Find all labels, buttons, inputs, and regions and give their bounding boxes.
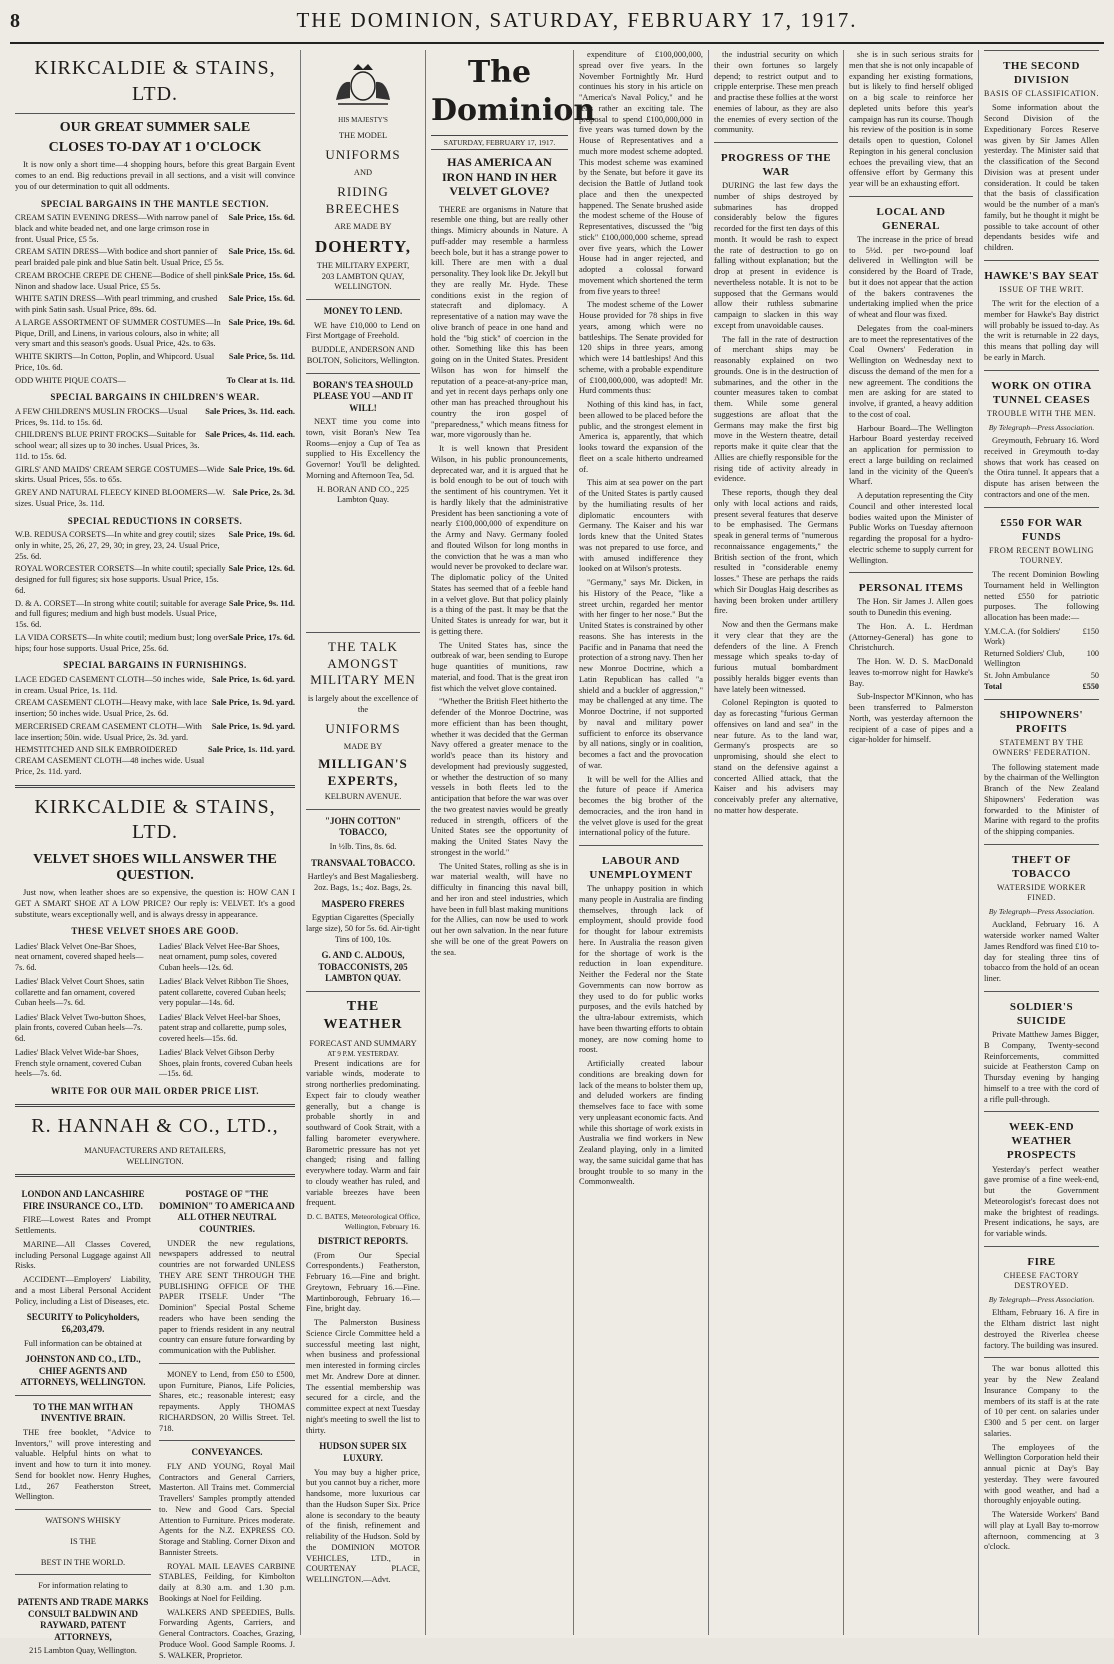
fire-sub: CHEESE FACTORY DESTROYED. [1003, 1270, 1080, 1291]
sale-item [15, 407, 295, 429]
weather-text: Present indications are for variable winds, moderate to strong northerlies predominating. Expect fair to cloudy weather generally, but a change is probable shortly in and southward of Cook Strait, with a falling barometer everywhere. Barometric pressure has not yet changed; rising and falling everywhere today. Warm and fair to cloudy weather has ruled, and variable breezes have been frequent. [306, 1058, 420, 1208]
divider [984, 699, 1099, 700]
funds-amount: £550 [1082, 682, 1099, 692]
sale-item-desc: ODD WHITE PIQUE COATS— [15, 375, 126, 385]
funds-amount: 50 [1090, 670, 1099, 680]
whisky-line-1: WATSON'S WHISKY [45, 1516, 121, 1526]
furnishings-list [15, 675, 295, 778]
milligan-name: MILLIGAN'S EXPERTS, [318, 755, 408, 788]
funds-row [984, 649, 1099, 670]
doherty-name: DOHERTY, [314, 237, 412, 257]
sale-item-desc: CHILDREN'S BLUE PRINT FROCKS—Suitable for school wear; all sizes up to 30 inches. Usual Prices, 3s. 11d. to 15s. 6d. [15, 430, 200, 461]
tobacco-theft-text: Auckland, February 16. A waterside worker named Walter James Rendford was fined £10 to-day for stealing three tins of tobacco from the hold of an ocean liner. [984, 920, 1099, 984]
otira-byline: By Telegraph—Press Association. [988, 423, 1095, 433]
small-ads-split [15, 1184, 295, 1664]
news-paragraph: The employees of the Wellington Corporation held their annual picnic at Day's Bay yesterday. They were favoured with good weather, and had a thoroughly enjoyable outing. [984, 1442, 1099, 1506]
war-paragraph: Colonel Repington is quoted to day as forecasting "furious German offensives on land and sea" in the near future. As to the land war, Germany's prospects are so unpromising, should she elect to stand on the defensive against a concerted Allied attack, that the Kaiser and his advisers may conceivably prefer any alternative, no matter how desperate. [714, 698, 838, 815]
divider [15, 1104, 295, 1107]
sale-item-price: Sale Price, 19s. 6d. [228, 317, 295, 327]
sale-item [15, 430, 295, 462]
sale-item-price: Sale Price, 1s. 11d. yard. [207, 745, 295, 755]
labour-paragraph: The unhappy position in which many people in Australia are finding themselves, through lack of employment, should provide food for thought for labour extremists here. In Australia the reason given for the shortage of work is the reduction in loan expenditure. Neither the Federal nor the State Governments can now borrow as they used to do for public works purposes, and the evils hatched by the ultra-labour extremists, which have been thwarting efforts to obtain money, are now coming home to roost. [579, 884, 703, 1055]
milligan-address: KELBURN AVENUE. [324, 792, 402, 802]
sale-item-desc: WHITE SKIRTS—In Cotton, Poplin, and Whipcord. Usual Price, 10s. 6d. [15, 352, 215, 372]
postage-text: UNDER the new regulations, newspapers addressed to neutral countries are not forwarded UNLESS THEY ARE SENT THROUGH THE PUBLISHING OFFICE OF THE PAPER ITSELF. Under "The Dominion" Special Postal Scheme readers who have been sending the paper to friends resident in any neutral country can ensure future forwarding by communication with the Publisher. [159, 1238, 295, 1355]
war-paragraph: Now and then the Germans make it very clear that they are the defenders of the line. A French message which speaks to-day of furious mutual bombardment possibly heralds bigger events than have lately been witnessed. [714, 620, 838, 694]
sale-item-desc: LACE EDGED CASEMENT CLOTH—50 inches wide, in cream. Usual Price, 1s. 11d. [15, 674, 206, 695]
sale-item [15, 271, 295, 293]
sale-headline-2: CLOSES TO-DAY AT 1 O'CLOCK [48, 140, 262, 156]
tobacco-line-2: Hartley's and Best Magaliesberg. 2oz. Bags, 1s.; 4oz. Bags, 2s. [307, 872, 419, 892]
boran-firm: H. BORAN AND CO., 225 Lambton Quay. [317, 484, 409, 505]
second-division-sub: BASIS OF CLASSIFICATION. [984, 89, 1099, 99]
sale-item [15, 633, 295, 655]
personal-paragraph: The Hon. A. L. Herdman (Attorney-General) has gone to Christchurch. [849, 621, 973, 653]
insurance-marine: MARINE—All Classes Covered, including Personal Luggage against All Risks. [15, 1239, 151, 1271]
war-funds-sub: FROM RECENT BOWLING TOURNEY. [989, 545, 1094, 565]
doherty-made-by: ARE MADE BY [334, 222, 392, 232]
patents-title: PATENTS AND TRADE MARKS CONSULT BALDWIN AND RAYWARD, PATENT ATTORNEYS, [17, 1597, 149, 1642]
weather-signature: D. C. BATES, Meteorological Office, Wellington, February 16. [306, 1212, 420, 1231]
sale-item-price: Sale Price, 5s. 11d. [228, 352, 295, 362]
weather-time: AT 9 P.M. YESTERDAY. [327, 1049, 399, 1058]
fire-heading: FIRE [1027, 1255, 1056, 1268]
hawkes-bay-sub: ISSUE OF THE WRIT. [999, 284, 1084, 294]
sale-item [15, 599, 295, 631]
funds-label: Total [984, 682, 1002, 692]
sale-item [15, 318, 295, 350]
weekend-weather-text: Yesterday's perfect weather gave promise of a fine week-end, but the Government Meteorologist's forecast does not make the brightest of readings. Present indications, he says, are for variable winds. [984, 1164, 1099, 1239]
sale-item-price: Sale Price, 15s. 6d. [228, 247, 295, 257]
divider [306, 299, 420, 300]
shipowners-sub: STATEMENT BY THE OWNERS' FEDERATION. [992, 738, 1091, 758]
column-2-ads [300, 50, 425, 1635]
otira-text: Greymouth, February 16. Word received in Greymouth to-day shows that work has ceased on the Otira tunnel. It appears that a dispute has arisen between the contractors and one of the men. [984, 436, 1099, 499]
sale-item-price: Sale Price, 1s. 9d. yard. [211, 721, 295, 731]
labour-heading: LABOUR AND UNEMPLOYMENT [589, 855, 693, 882]
money-lend-text-2: WE have £10,000 to Lend on First Mortgage of Freehold. [306, 320, 420, 341]
page-number: 8 [10, 10, 20, 32]
hudson-text: You may buy a higher price, but you cannot buy a richer, more handsome, more luxurious car than the Hudson Super Six. Price alone is secondary to the beauty of the finish, refinement and reliability of the Hudson. Sold by the DOMINION MOTOR VEHICLES, LTD., in COURTENAY PLACE, WELLINGTON.—Advt. [306, 1467, 420, 1584]
personal-paragraph: Sub-Inspector M'Kinnon, who has been transferred to Palmerston North, was yesterday afternoon the recipient of a case of pipes and a cigar-holder for himself. [849, 692, 973, 745]
sale-headline: OUR GREAT SUMMER SALE [59, 120, 251, 136]
sale-item-price: Sale Price, 15s. 6d. [228, 213, 295, 223]
conveyances-text-3: WALKERS AND SPEEDIES, Bulls. Forwarding Agents, Carriers, and General Contractors. Coaches, Grazing, Produce Wool. Good Sample Rooms. J. S. WALKER, Proprietor. [159, 1607, 295, 1660]
district-title: DISTRICT REPORTS. [317, 1236, 409, 1247]
hudson-title: HUDSON SUPER SIX LUXURY. [319, 1441, 407, 1463]
conveyances-text-1: FLY AND YOUNG, Royal Mail Contractors and General Carriers, Masterton. All Trains met. Commercial Travellers' Samples promptly attended to. New and Good Cars. Special Attention to Furniture. Prices moderate. Agents for the N.Z. EXPRESS CO. Storage and Stabling. Corner Dixon and Bannister Streets. [159, 1461, 295, 1557]
spacer [306, 506, 420, 626]
sale-item [15, 294, 295, 316]
divider [984, 370, 1099, 371]
funds-label: St. John Ambulance [984, 670, 1050, 680]
crest-motto: HIS MAJESTY'S [338, 116, 388, 124]
hawkes-bay-text: The writ for the election of a member for Hawke's Bay district will probably be issued to-day. As the writ is returnable in 22 days, this means that polling day will be early in March. [984, 299, 1099, 362]
second-division-text: Some information about the Second Division of the Expeditionary Forces Reserve was given by Sir James Allen yesterday. The Minister said that the classification of the Second Division was at present under consideration. It could be taken that the basis of classification would be the number of a man's family, but he thought it might be possible to take account of other dependants besides wife and children. [984, 103, 1099, 253]
local-heading: LOCAL AND GENERAL [876, 205, 946, 232]
news-paragraph: The war bonus allotted this year by the New Zealand Insurance Company to the members of its staff is at the rate of 10 per cent. on salaries under £300 and 5 per cent. on larger salaries. [984, 1364, 1099, 1438]
shoe-item: Ladies' Black Velvet Heel-bar Shoes, patent strap and collarette, pump soles, covered heels—15s. 6d. [159, 1012, 287, 1043]
tobacco-theft-heading: THEFT OF TOBACCO [1011, 853, 1072, 880]
shoe-item: Ladies' Black Velvet Wide-bar Shoes, French style ornament, covered Cuban heels—7s. 6d. [15, 1048, 142, 1079]
shoe-item: Ladies' Black Velvet Hee-Bar Shoes, neat ornament, pump soles, covered Cuban heels—12s. 6d. [159, 941, 280, 972]
column-4-editorial [573, 50, 708, 1635]
divider [849, 572, 973, 573]
sale-item-price: To Clear at 1s. 11d. [226, 375, 295, 385]
sale-item [15, 376, 295, 387]
hannah-line-2: WELLINGTON. [126, 1156, 184, 1166]
sale-item-price: Sale Price, 1s. 6d. yard. [211, 674, 295, 684]
editorial-paragraph: The modest scheme of the Lower House provided for 78 ships in five years, among which were no battleships. The Senate provided for 120 ships in three years, among which were 14 battleships! And this scheme, with a probable expenditure of £100,000,000, was adopted! Mr. Hurd comments thus: [579, 300, 703, 396]
divider [15, 1395, 151, 1396]
editorial-paragraph: THERE are organisms in Nature that resemble one thing, but are really other things. Mimicry abounds in Nature. A puff-adder may resemble a harmless beech bole, but it has a strange power to kill. There are men with a dual personality. They look like Dr. Jekyll but they are really Mr. Hyde. These conditions exist in the region of statecraft and diplomacy. A representative of a nation may wave the olive branch of peace in one hand and hold the "big stick" of coercion in the other. Something like this has been going on in the United States. President Wilson has won for himself the reputation of a peace-at-any-price man, and yet in recent days perhaps only one other man has preached throughout his country the iron gospel of "preparedness," which means fitness for war, more vigorously than he. [431, 204, 569, 440]
column-3-editorial [425, 50, 596, 1635]
money-lend-title: MONEY TO LEND. [323, 306, 403, 317]
shipowners-text: The following statement made by the chairman of the Wellington Branch of the New Zealand Shipowners' Federation was forwarded to the Minister of Marine with regard to the profits of the shipping companies. [984, 762, 1099, 837]
sale-item-price: Sale Price, 9s. 11d. [228, 598, 295, 608]
sale-item [15, 530, 295, 562]
divider [984, 844, 1099, 845]
divider [849, 196, 973, 197]
funds-label: Returned Soldiers' Club, Wellington [984, 648, 1065, 669]
sale-item-price: Sale Prices, 4s. 11d. each. [205, 430, 295, 440]
milligan-line-1: THE TALK AMONGST MILITARY MEN [310, 639, 416, 688]
funds-amount: £150 [1082, 626, 1099, 636]
sale-item-price: Sale Price, 15s. 6d. [228, 294, 295, 304]
sale-item [15, 745, 295, 777]
doherty-line-1: THE MODEL [338, 130, 388, 140]
boran-title: BORAN'S TEA SHOULD PLEASE YOU —AND IT WILL! [312, 379, 414, 413]
aldous-firm: G. AND C. ALDOUS, TOBACCONISTS, 205 LAMBTON QUAY. [318, 950, 408, 984]
divider [579, 845, 703, 846]
sale-item-desc: WHITE SATIN DRESS—With pearl trimming, and crushed with pink Satin sash. Usual Price, 89s. 6d. [15, 294, 218, 315]
sale-item-price: Sale Price, 12s. 6d. [228, 564, 295, 574]
tobacco-title: "JOHN COTTON" TOBACCO, [324, 815, 402, 838]
divider [984, 991, 1099, 992]
divider [15, 1574, 151, 1575]
local-paragraph: Delegates from the coal-miners are to meet the representatives of the Coal Owners' Federation in Wellington on Wednesday next to discuss the demand of the men for a new agreement. The conditions the men are asking for are stated to involve, if granted, a heavy addition to the cost of coal. [849, 323, 973, 419]
editorial-paragraph: expenditure of £100,000,000, spread over five years. In the November Fortnightly Mr. Hurd continues his story in his article on "America's Naval Policy," and he tells rather an exciting tale. The proposal to spend £100,000,000 in five years was turned down by the House of Representatives and a much more modest scheme adopted. This modest scheme was examined by the Senate, but before it gave its decision the Battle of Jutland took place and then the unexpected happened. The Senate brushed aside the modest scheme of the House of Representatives, discussed the "big stick" £100,000,000 scheme, spread over five years, which the Lower House had in anger rejected, and adopted a colossal forward movement which shortened the term from five years to three! [579, 50, 703, 296]
news-paragraph: The Waterside Workers' Band will play at Lyall Bay to-morrow afternoon, commencing at 3 o'clock. [984, 1510, 1099, 1552]
conveyances-text-2: ROYAL MAIL LEAVES CARBINE STABLES, Feilding, for Kimbolton daily at 8.30 a.m. and 1.30 p.m. Bookings at Noel for Feilding. [159, 1561, 295, 1603]
editorial-dateline: SATURDAY, FEBRUARY 17, 1917. [431, 135, 568, 151]
sale-item [15, 564, 295, 596]
funds-label: Y.M.C.A. (for Soldiers' Work) [984, 626, 1061, 647]
sale-item [15, 247, 295, 269]
sale-item-desc: D. & A. CORSET—In strong white coutil; suitable for average and full figures; medium and high bust models. Usual Price, 15s. 6d. [15, 598, 227, 630]
war-heading: PROGRESS OF THE WAR [720, 152, 832, 179]
hannah-ad-title: R. HANNAH & CO., LTD., [31, 1115, 279, 1138]
column-6-news [843, 50, 978, 1635]
sale-intro: It is now only a short time—4 shopping hours, before this great Bargain Event comes to an end. Big reductions prevail in all sections, and a visit will convince you of our determination to quit all oddments. [15, 160, 295, 191]
editorial-paragraph: This aim at sea power on the part of the United States is partly caused by the humiliating results of her diplomatic encounters with Germany. The Kaiser and his war lords knew that the United States was not prepared to use force, and with amused indifference they looked on at Wilson's protests. [579, 478, 703, 574]
editorial-title: HAS AMERICA AN IRON HAND IN HER VELVET GLOVE? [441, 155, 557, 199]
sale-item-desc: W.B. REDUSA CORSETS—In white and grey coutil; sizes only in white, 25, 26, 27, 29, 30; in grey, 23, 24. Usual Price, 25s. 6d. [15, 530, 220, 561]
funds-row [984, 682, 1099, 693]
local-paragraph: A deputation representing the City Council and other interested local bodies waited upon the Minister of Public Works on Tuesday afternoon regarding the proposal for a hydro-electric scheme to supply current for Wellington. [849, 491, 973, 565]
conveyances-title: CONVEYANCES. [191, 1447, 263, 1458]
funds-row [984, 627, 1099, 648]
divider [159, 1363, 295, 1364]
editorial-paragraph: "Whether the British Fleet hitherto the defender of the Monroe Doctrine, was more efficient than has been thought, whether it was decided that the German Navy offered a greater menace to the world's peace than its history and development had previously suggested, or whether the destruction of so many vessels in both fleets led to the anticipation that before the war was over the two greatest navies would be greatly reduced in strength, officers of the United States see the opportunity of making the United States Navy the strongest in the world." [431, 697, 568, 857]
sale-item-price: Sale Price, 2s. 3d. [232, 488, 295, 498]
personal-paragraph: The Hon. W. D. S. MacDonald leaves to-morrow night for Hawke's Bay. [849, 657, 973, 688]
doherty-and: AND [353, 168, 373, 178]
whisky-line-2: IS THE [70, 1536, 96, 1546]
fire-text: Eltham, February 16. A fire in the Eltham district last night destroyed the Riverlea cheese factory. The building was insured. [984, 1308, 1099, 1350]
shoes-title: THESE VELVET SHOES ARE GOOD. [71, 926, 239, 937]
insurance-fire: FIRE—Lowest Rates and Prompt Settlements. [15, 1215, 151, 1236]
sale-item-desc: A FEW CHILDREN'S MUSLIN FROCKS—Usual Prices, 9s. 11d. to 15s. 6d. [15, 406, 188, 427]
dominion-masthead: The Dominion [431, 55, 596, 129]
furnishings-section-title: SPECIAL BARGAINS IN FURNISHINGS. [63, 660, 247, 671]
tobacco-theft-sub: WATERSIDE WORKER FINED. [997, 882, 1086, 903]
local-paragraph: Harbour Board—The Wellington Harbour Board yesterday received an application for permission to erect a large building on reclaimed land in the vicinity of the Queen's Wharf. [849, 423, 973, 487]
sale-item-desc: CREAM SATIN EVENING DRESS—With narrow panel of black and white beaded net, and one large crimson rose in front. Usual Price, £5 5s. [15, 213, 218, 244]
funds-amount: 100 [1086, 648, 1099, 658]
doherty-uniforms: UNIFORMS [325, 146, 401, 162]
boran-text: NEXT time you come into town, visit Boran's New Tea Rooms—enjoy a Cup of Tea as supplied to His Excellency the Governor! You'll be delighted. Morning and Afternoon Tea, 5d. [306, 417, 420, 480]
columns [10, 50, 1104, 1660]
labour-continued: the industrial security on which their own fortunes so largely depend; to restrict output and to cripple enterprise. These men preach and practise these follies at the worst enemies of labour, as they are also the enemies of every section of the community. [714, 50, 838, 135]
divider [306, 991, 420, 992]
insurance-agents: JOHNSTON AND CO., LTD., CHIEF AGENTS AND ATTORNEYS, WELLINGTON. [20, 1354, 146, 1388]
money-lend-text: MONEY to Lend, from £50 to £500, upon Furniture, Pianos, Life Policies, Shares, etc.; reasonable interest; easy repayments. Apply THOMAS RICHARDSON, 20 Willis Street. Tel. 718. [159, 1369, 295, 1433]
column-5-news [708, 50, 843, 1635]
sale-item [15, 698, 295, 720]
war-paragraph: DURING the last few days the number of ships destroyed by submarines has dropped considerably below the figures recorded for the first ten days of this month. It would be rash to expect the rate of destruction to go on falling without explanation; but the drop at present in evidence is nevertheless notable. It is not to be supposed that the Germans would allow their ruthless submarine campaign to slacken in this way except from unavoidable causes. [714, 181, 838, 330]
page-header [10, 8, 1104, 44]
divider [984, 260, 1099, 261]
suicide-heading: SOLDIER'S SUICIDE [1009, 1000, 1074, 1027]
sale-item-desc: CREAM CASEMENT CLOTH—Heavy make, with lace insertion; 50 inches wide. Usual Price, 2s. 6d. [15, 698, 207, 719]
tobacco-line-1: In ½lb. Tins, 8s. 6d. [329, 841, 397, 851]
weather-sub: FORECAST AND SUMMARY [309, 1038, 417, 1048]
insurance-security: SECURITY to Policyholders, £6,203,479. [26, 1312, 140, 1334]
suicide-text: Private Matthew James Bigger, B Company, Twenty-second Reinforcements, committed suicide at Featherston Camp on Thursday evening by hanging himself to a tree with the cord of a rifle pull-through. [984, 1030, 1099, 1104]
corsets-list [15, 530, 295, 654]
sale-item-desc: MERCERISED CREAM CASEMENT CLOTH—With lace insertion; 50in. wide. Usual Price, 2s. 3d. yard. [15, 721, 202, 742]
sale-item-desc: CREAM BROCHE CREPE DE CHENE—Bodice of shell pink Ninon and shadow lace. Usual Price, £5 5s. [15, 270, 229, 291]
sale-item-price: Sale Price, 19s. 6d. [228, 530, 295, 540]
divider [984, 1246, 1099, 1247]
insurance-accident: ACCIDENT—Employers' Liability, and a most Liberal Personal Accident Policy, including a List of Diseases, etc. [15, 1275, 151, 1306]
divider [306, 809, 420, 810]
local-paragraph: The increase in the price of bread to 5½d. per two-pound loaf delivered in Wellington will be considered by the Board of Trade, but it does not appear that the action of the bakers contravenes the undertaking implied when the price of wheat and flour was fixed. [849, 234, 973, 320]
shoe-item: Ladies' Black Velvet Two-button Shoes, plain fronts, covered Cuban heels—7s. 6d. [15, 1012, 146, 1043]
divider [714, 142, 838, 143]
velvet-intro: Just now, when leather shoes are so expensive, the question is: HOW CAN I GET A SMART SHOE AT A LOW PRICE? Our reply is: VELVET. It's a good substitute, wears exceptionally well, and is always dressy in appearance. [15, 888, 295, 919]
royal-crest-icon [306, 60, 420, 108]
editorial-paragraph: The United States, rolling as she is in war material wealth, will have no difficulty in financing this naval bill, and her iron and steel industries, which have been in full blast making munitions for the Allies, can now be used to work out her own salvation. In the near future she will be one of the great Powers on the sea. [431, 861, 568, 957]
sale-item-price: Sale Price, 17s. 6d. [228, 632, 295, 642]
sale-item-desc: GIRLS' AND MAIDS' CREAM SERGE COSTUMES—Wide skirts. Usual Prices, 55s. to 65s. [15, 464, 225, 485]
sale-item-desc: GREY AND NATURAL FLEECY KINED BLOOMERS—W. sizes. Usual Price, 3s. 11d. [15, 488, 225, 508]
inventor-text: THE free booklet, "Advice to Inventors," will prove interesting and valuable. Helpful hints on what to invent and how to turn it into money. Send for booklet now. Henry Hughes, Ltd., 267 Featherston Street, Wellington. [15, 1427, 151, 1502]
second-division-heading: THE SECOND DIVISION [1003, 60, 1080, 87]
newspaper-title: THE DOMINION, SATURDAY, FEBRUARY 17, 1917. [296, 8, 858, 32]
mail-order-line: WRITE FOR OUR MAIL ORDER PRICE LIST. [50, 1085, 260, 1096]
sale-item-desc: HEMSTITCHED AND SILK EMBROIDERED CREAM CASEMENT CLOTH—48 inches wide. Usual Price, 2s. 11d. yard. [15, 745, 205, 776]
mantle-section-title: SPECIAL BARGAINS IN THE MANTLE SECTION. [41, 198, 269, 209]
children-section-title: SPECIAL BARGAINS IN CHILDREN'S WEAR. [50, 392, 260, 403]
divider [984, 1357, 1099, 1358]
transvaal-title: TRANSVAAL TOBACCO. [310, 857, 416, 868]
sale-item-desc: ROYAL WORCESTER CORSETS—In white coutil; specially designed for full figures; six hose supports. Usual Price, 15s. 6d. [15, 564, 226, 595]
sale-item-desc: CREAM SATIN DRESS—With bodice and short pannier of pearl braided pale pink and blue Satin belt. Usual Price, £5 5s. [15, 247, 224, 268]
insurance-title: LONDON AND LANCASHIRE FIRE INSURANCE CO., LTD. [21, 1189, 145, 1211]
sale-item [15, 352, 295, 374]
divider [984, 1111, 1099, 1112]
sale-item-price: Sale Prices, 3s. 11d. each. [205, 406, 295, 416]
war-funds-heading: £550 FOR WAR FUNDS [1000, 516, 1083, 543]
tobacco-theft-byline: By Telegraph—Press Association. [988, 907, 1095, 917]
patents-address: 215 Lambton Quay, Wellington. [29, 1646, 137, 1656]
divider [159, 1440, 295, 1441]
tobacco-line-3: Egyptian Cigarettes (Specially large size), 50 for 5s. 6d. Air-tight Tins of 100, 10s. [306, 913, 420, 944]
otira-heading: WORK ON OTIRA TUNNEL CEASES [991, 379, 1092, 406]
divider [15, 785, 295, 788]
kirkcaldie-ad2-title: KIRKCALDIE & STAINS, LTD. [34, 795, 276, 844]
money-lend-firm: BUDDLE, ANDERSON AND BOLTON, Solicitors, Wellington. [306, 345, 420, 365]
war-funds-text: The recent Dominion Bowling Tournament held in Wellington netted £550 for patriotic purposes. The following allocation has been made:— [984, 570, 1099, 623]
war-continued: she is in such serious straits for men that she is not only incapable of expanding her existing formations, but is likely to find herself obliged on a big scale to reinforce her depleted units before this year's campaign has run its course. Though his review of the position is in some details open to question, Colonel Repington in his general conclusion echoes the prevailing view, that an offensive effort by Germany this year will be an exhausting effort. [849, 50, 973, 188]
sale-item [15, 213, 295, 245]
divider [306, 373, 420, 374]
personal-heading: PERSONAL ITEMS [858, 582, 964, 595]
doherty-address: 203 LAMBTON QUAY, WELLINGTON. [321, 271, 405, 292]
sale-item [15, 465, 295, 487]
editorial-paragraph: The United States has, since the outbreak of war, been sending to Europe huge quantities of munitions, raw material, and food. That is the great iron fist which the velvet glove contained. [431, 640, 568, 693]
sale-item [15, 488, 295, 510]
editorial-paragraph: It will be well for the Allies and the future of peace if America becomes the big brother of the democracies, and the iron hand in the velvet glove is used for the great international policy of the future. [579, 774, 703, 838]
divider [15, 1509, 151, 1510]
milligan-line-2: is largely about the excellence of the [307, 694, 419, 714]
divider [306, 632, 420, 633]
kirkcaldie-ad-title: KIRKCALDIE & STAINS, LTD. [34, 57, 276, 105]
funds-row [984, 671, 1099, 682]
war-paragraph: These reports, though they deal only with local actions and raids, present several features that deserve to be emphasised. The Germans speak in general terms of "numerous reconnaissance engagements," the British section of the front, which resulted in "considerable enemy losses." These are perhaps the raids which Sir Douglas Haig describes as having been broken under artillery fire. [714, 488, 838, 616]
sale-item [15, 722, 295, 744]
divider [984, 50, 1099, 51]
shoe-item: Ladies' Black Velvet Court Shoes, satin collarette and fan ornament, covered Cuban heels—7s. 6d. [15, 977, 145, 1008]
hawkes-bay-heading: HAWKE'S BAY SEAT [984, 269, 1099, 282]
otira-sub: TROUBLE WITH THE MEN. [986, 408, 1097, 418]
divider [15, 1174, 295, 1177]
shipowners-heading: SHIPOWNERS' PROFITS [999, 708, 1084, 736]
divider [15, 113, 295, 114]
inventor-title: TO THE MAN WITH AN INVENTIVE BRAIN. [32, 1401, 134, 1424]
weekend-weather-heading: WEEK-END WEATHER PROSPECTS [1006, 1121, 1077, 1162]
sale-item [15, 675, 295, 697]
editorial-paragraph: Nothing of this kind has, in fact, been allowed to be placed before the public, and the strongest element in America is, apparently, that which looks toward the expansion of the fleet on a scale hitherto undreamed of. [579, 400, 703, 474]
shoes-grid [15, 942, 295, 1080]
weather-title: THE WEATHER [323, 999, 403, 1032]
shoe-item: Ladies' Black Velvet Gibson Derby Shoes, plain fronts, covered Cuban heels—15s. 6d. [159, 1048, 293, 1079]
column-1-ads [10, 50, 300, 1660]
small-ads-right [159, 1184, 295, 1664]
children-list [15, 407, 295, 510]
shoe-item: Ladies' Black Velvet One-Bar Shoes, neat ornament, covered shaped heels—7s. 6d. [15, 941, 144, 972]
sale-item-price: Sale Price, 15s. 6d. [228, 270, 295, 280]
milligan-made-by: MADE BY [343, 742, 383, 752]
weather-extra: The Palmerston Business Science Circle Committee held a successful meeting last night, when business and professional men interested in forming circles met Mr. Andrew Dore at dinner. The essential membership was secured for a circle, and the committee expect at next Tuesday night's meeting to swell the list to thirty. [306, 1318, 420, 1435]
sale-item-desc: LA VIDA CORSETS—In white coutil; medium bust; long over hips; four hose supports. Usual Price, 25s. 6d. [15, 632, 229, 653]
insurance-info: Full information can be obtained at [24, 1338, 142, 1348]
hannah-line-1: MANUFACTURERS AND RETAILERS, [84, 1145, 226, 1155]
milligan-uniforms: UNIFORMS [325, 720, 401, 736]
small-ads-left [15, 1184, 151, 1664]
war-paragraph: The fall in the rate of destruction of merchant ships may be reasonably explained on two grounds. One is in the destruction of submarines, and the other in the counter measures taken to combat them. While some general suggestions are afloat that the Germans may make the first big move in the Western theatre, detail reports make it quite clear that the Allies are chiefly responsible for the rising tide of activity already in evidence. [714, 334, 838, 484]
editorial-paragraph: It is well known that President Wilson, in his public pronouncements, deprecated war, and it is argued that he is bold enough to be out of touch with the sentiment of his countrymen. Yet it is hardly likely that the administrative President has been sanctioning a vote of nearly £100,000,000 of expenditure on the Army and Navy. Germany fooled and flouted Wilson for long months in the conviction that he was a man who would never be provoked to declare war. The diplomatic policy of the United States has seemed that of a feeble hand in a velvet glove. But that policy plainly is a thing of the past. It may be that the United States is unready for war, but it is getting there. [431, 444, 568, 636]
column-7-news [978, 50, 1104, 1635]
velvet-shoes-headline: VELVET SHOES WILL ANSWER THE QUESTION. [33, 851, 277, 883]
personal-paragraph: The Hon. Sir James J. Allen goes south to Dunedin this evening. [849, 597, 973, 618]
corsets-section-title: SPECIAL REDUCTIONS IN CORSETS. [67, 515, 243, 526]
district-text: (From Our Special Correspondents.) Featherston, February 16.—Fine and bright. Greytown, February 16.—Fine. Martinborough, February 16.—Fine, bright day. [306, 1250, 420, 1314]
postage-title: POSTAGE OF "THE DOMINION" TO AMERICA AND ALL OTHER NEUTRAL COUNTRIES. [159, 1189, 295, 1234]
mantle-list [15, 213, 295, 386]
doherty-expert: THE MILITARY EXPERT, [316, 260, 410, 270]
doherty-breeches: RIDING BREECHES [325, 184, 401, 216]
labour-paragraph: Artificially created labour conditions are breaking down for lack of the means to bolster them up, and deluded workers are finding themselves face to face with some very unpleasant economic facts. And while this shortage of work exists in Australia we find workers in New Zealand playing, only in a limited way, the same suicidal game that has brought trouble to so many in the Commonwealth. [579, 1059, 703, 1187]
whisky-line-3: BEST IN THE WORLD. [40, 1557, 126, 1567]
editorial-paragraph: "Germany," says Mr. Dicken, in his History of the Peace, "like a street urchin, regarded her mentor with her finger to her nose." But the United States is constrained by other reasons. She has interests in the Pacific and in Panama that need the protection of a strong navy. Then her new Monroe Doctrine, which a Latin Republican has called "a shield and a buckler of aggression," may be challenged at any time. The Monroe Doctrine, if not supported by naval and military power sufficient to enforce its observance by all nations, singly or in coalition, becomes a fact and the provocation of war. [579, 578, 703, 770]
shoe-item: Ladies' Black Velvet Ribbon Tie Shoes, patent collarette, covered Cuban heels; very popular—14s. 6d. [159, 977, 289, 1008]
fire-byline: By Telegraph—Press Association. [988, 1295, 1095, 1305]
sale-item-desc: A LARGE ASSORTMENT OF SUMMER COSTUMES—In Pique, Drill, and Linens, in various colours, also in white; all very smart and this season's goods. Usual Price, 42s. to 63s. [15, 317, 221, 349]
divider [984, 507, 1099, 508]
patents-intro: For information relating to [38, 1581, 128, 1591]
maspero-title: MASPERO FRERES [321, 898, 405, 909]
sale-item-price: Sale Price, 1s. 9d. yard. [211, 698, 295, 708]
sale-item-price: Sale Price, 19s. 6d. [228, 464, 295, 474]
